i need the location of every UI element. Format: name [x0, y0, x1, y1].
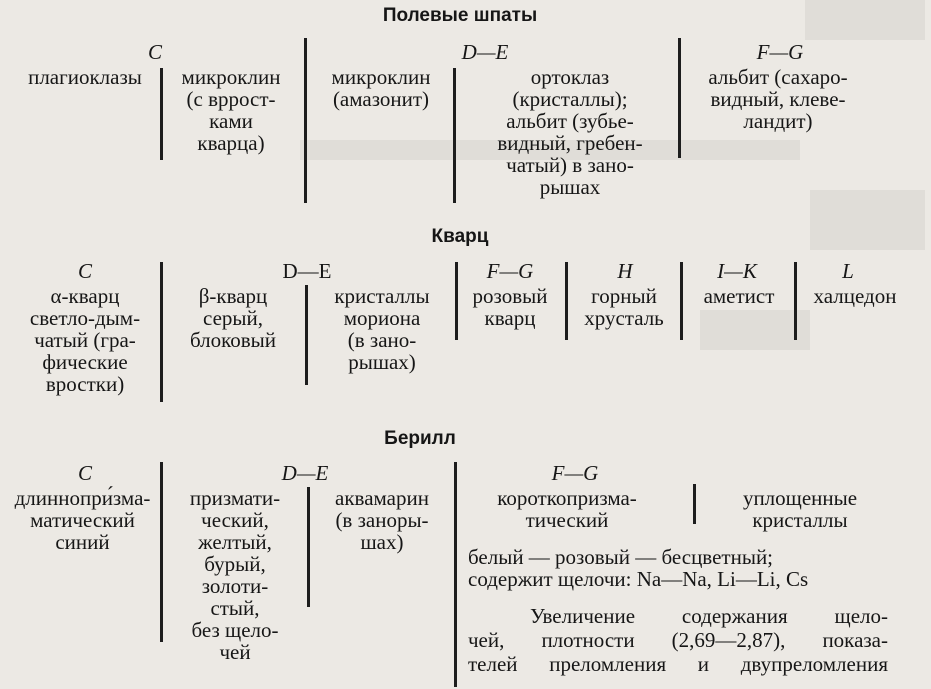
mineral-microcline-amazonite: микроклин (амазонит)	[331, 65, 431, 111]
mineral-rock-crystal: горный хрусталь	[584, 284, 664, 330]
mineral-alpha-quartz: α-кварц светло-дым- чатый (гра- фические вростки)	[29, 284, 141, 396]
zone-label-f-g: F—G	[486, 259, 534, 283]
beryl-color-alkali-note: белый — розовый — бесцветный; содержит щелочи: Na—Na, Li—Li, Cs	[468, 545, 809, 591]
zone-label-c: C	[77, 461, 92, 485]
zone-label-d-e: D—E	[281, 461, 329, 485]
zone-label-c: C	[147, 40, 162, 64]
zone-divider	[304, 38, 307, 203]
section-title-beryl: Берилл	[384, 428, 456, 449]
bleed-through-artifact	[805, 0, 925, 40]
column-divider	[307, 487, 310, 607]
bleed-through-artifact	[810, 190, 925, 250]
mineral-chalcedony: халцедон	[813, 284, 897, 308]
zone-divider	[455, 262, 458, 340]
zone-label-f-g: F—G	[551, 461, 599, 485]
section-title-quartz: Кварц	[431, 226, 489, 247]
zone-label-l: L	[842, 259, 854, 283]
column-divider	[305, 285, 308, 385]
zone-label-h: H	[617, 259, 633, 283]
mineral-orthoclase-albite: ортоклаз (кристаллы); альбит (зубье- видный, гребен- чатый) в зано- рышах	[497, 65, 643, 199]
column-divider	[453, 68, 456, 203]
mineral-microcline-intergrowth: микроклин (с вррост- ками кварца)	[181, 65, 281, 155]
mineral-prismatic-beryl: призмати- ческий, желтый, бурый, золоти- стый, без щело- чей	[189, 486, 281, 664]
zone-divider	[454, 462, 457, 687]
zone-label-c: C	[77, 259, 92, 283]
mineral-rose-quartz: розовый кварц	[472, 284, 548, 330]
mineral-plagioclase: плагиоклазы	[28, 65, 142, 89]
zone-label-d-e: D—E	[461, 40, 509, 64]
zone-divider	[565, 262, 568, 340]
column-divider	[160, 68, 163, 160]
mineral-beta-quartz: β-кварц серый, блоковый	[189, 284, 277, 352]
column-divider	[693, 484, 696, 524]
mineral-flattened-crystals: уплощенные кристаллы	[742, 486, 858, 532]
mineral-aquamarine: аквамарин (в заноры- шах)	[335, 486, 429, 554]
zone-divider	[678, 38, 681, 158]
mineral-long-prismatic-beryl: длиннопри́зма- матический синий	[14, 486, 151, 554]
zone-divider	[160, 462, 163, 642]
mineral-amethyst: аметист	[703, 284, 775, 308]
mineral-short-prismatic-beryl: короткопризма- тический	[497, 486, 637, 532]
zone-label-i-k: I—K	[717, 259, 757, 283]
mineral-albite-cleavelandite: альбит (сахаро- видный, клеве- ландит)	[708, 65, 848, 133]
zone-label-f-g: F—G	[756, 40, 804, 64]
beryl-trend-note: Увеличение содержания щело- чей, плотности (2,69—2,87), показа- телей преломления и двупреломления	[468, 604, 888, 676]
zone-label-d-e: D—E	[282, 259, 332, 283]
zone-divider	[794, 262, 797, 340]
zone-divider	[680, 262, 683, 340]
mineral-morion-crystals: кристаллы мориона (в зано- рышах)	[334, 284, 430, 374]
zone-divider	[160, 262, 163, 402]
section-title-feldspars: Полевые шпаты	[382, 5, 538, 26]
